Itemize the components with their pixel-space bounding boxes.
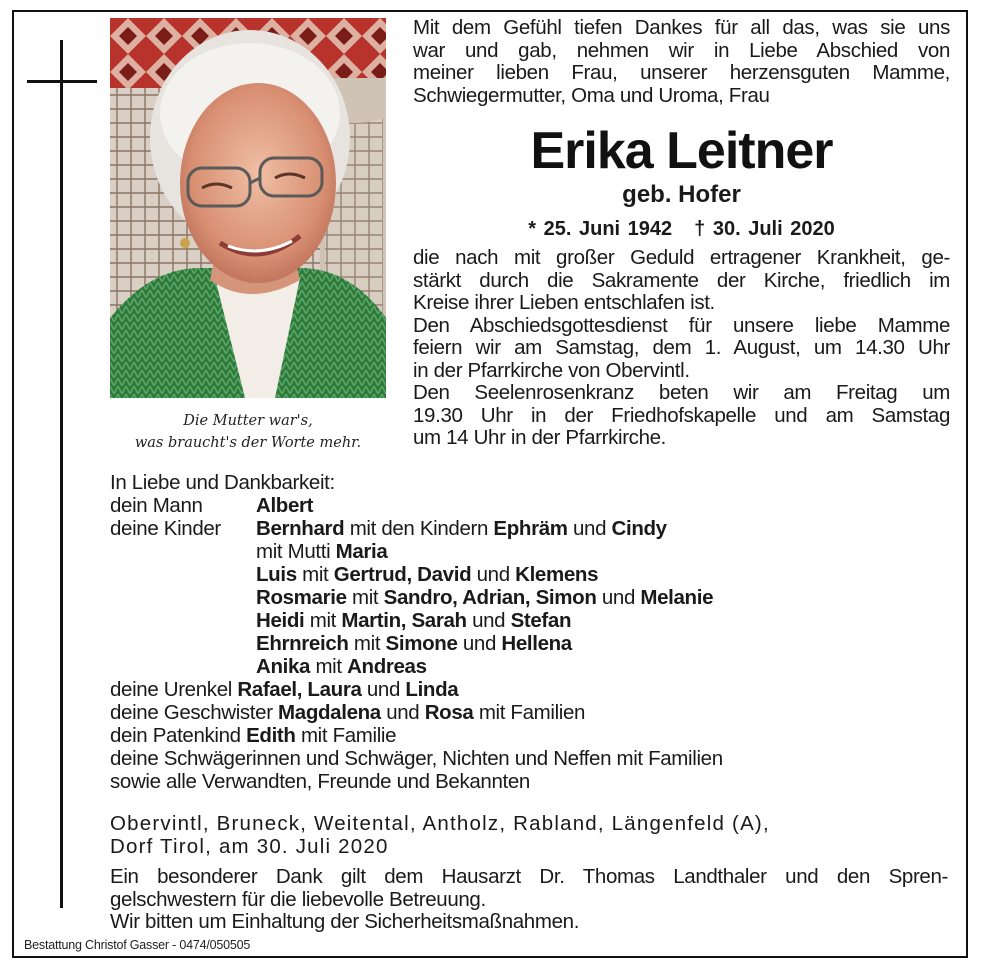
family-name: Ephräm (493, 517, 568, 540)
family-text: mit (315, 655, 342, 678)
main-line: die nach mit großer Geduld ertragener Krankheit, ge- (413, 246, 950, 269)
main-line: stärkt durch die Sakramente der Kirche, friedlich im (413, 268, 950, 292)
family-row (110, 679, 950, 702)
death-date: † 30. Juli 2020 (694, 218, 835, 240)
intro-text (413, 17, 950, 107)
intro-line: Schwiegermutter, Oma und Uroma, Frau (413, 83, 770, 107)
main-line: feiern wir am Samstag, dem 1. August, um 14.30 Uhr (413, 336, 950, 359)
family-text: mit Familien (478, 701, 586, 724)
family-text: und (386, 701, 420, 724)
family-row (110, 725, 950, 748)
family-name: Stefan (510, 609, 572, 632)
family-row (110, 495, 950, 518)
family-name: Melanie (640, 586, 714, 609)
family-row (110, 541, 950, 564)
caption-line: Die Mutter war's, (183, 413, 313, 429)
family-name: Martin, Sarah (341, 609, 467, 632)
family-row (110, 587, 950, 610)
family-name: Andreas (347, 655, 427, 678)
family-text: und (601, 586, 636, 609)
main-line: in der Pfarrkirche von Obervintl. (413, 358, 690, 382)
family-list (110, 472, 950, 794)
photo-caption (110, 410, 386, 454)
family-label: deine Geschwister (110, 701, 273, 724)
thanks-text (110, 866, 948, 934)
family-row (110, 633, 950, 656)
family-text: mit Mutti (256, 540, 331, 563)
main-line: um 14 Uhr in der Pfarrkirche. (413, 426, 667, 449)
thanks-line: Wir bitten um Einhaltung der Sicherheitsmaßnahmen. (110, 910, 580, 933)
family-name: Simone (385, 632, 458, 655)
family-name: Anika (256, 655, 311, 678)
cross-icon (60, 40, 63, 908)
family-row: deine Schwägerinnen und Schwäger, Nichten und Neffen mit Familien (110, 747, 723, 770)
intro-line: war und gab, nehmen wir in Liebe Abschied von (413, 38, 950, 62)
family-text: und (573, 517, 607, 540)
main-line: 19.30 Uhr in der Friedhofskapelle und am Samstag (413, 403, 950, 427)
caption-line: was braucht's der Worte mehr. (134, 435, 362, 451)
family-name: Klemens (515, 563, 599, 586)
family-name: Heidi (256, 609, 305, 632)
family-label: deine Kinder (110, 517, 221, 540)
family-text: mit (302, 563, 329, 586)
family-name: Rafael, Laura (237, 678, 362, 701)
family-text: mit (353, 632, 381, 655)
cross-icon-bar (27, 80, 97, 83)
main-text (413, 247, 950, 450)
family-label: dein Mann (110, 494, 203, 517)
intro-line: meiner lieben Frau, unserer herzensguten Mamme, (413, 61, 950, 84)
family-text: mit (309, 609, 337, 632)
family-name: Magdalena (278, 701, 381, 724)
family-label: deine Urenkel (110, 678, 232, 701)
main-line: Kreise ihrer Lieben entschlafen ist. (413, 291, 715, 314)
family-name: Hellena (501, 632, 572, 655)
family-row (110, 564, 950, 587)
intro-line: Mit dem Gefühl tiefen Dankes für all das, was sie uns (413, 16, 950, 39)
family-name: Rosa (424, 701, 474, 724)
family-name: Rosmarie (256, 586, 347, 609)
birth-date: * 25. Juni 1942 (528, 218, 673, 240)
family-text: mit (352, 586, 379, 609)
places-and-date (110, 812, 900, 858)
places-line: Dorf Tirol, am 30. Juli 2020 (110, 835, 389, 858)
maiden-name: geb. Hofer (622, 181, 741, 208)
family-row (110, 518, 950, 541)
family-heading: In Liebe und Dankbarkeit: (110, 471, 335, 494)
family-row (110, 610, 950, 633)
family-text: und (366, 678, 401, 701)
family-name: Gertrud, David (333, 563, 472, 586)
family-label: dein Patenkind (110, 724, 241, 747)
family-name: Maria (335, 540, 388, 563)
family-name: Cindy (611, 517, 667, 540)
family-text: mit den Kindern (349, 517, 489, 540)
funeral-home-footer: Bestattung Christof Gasser - 0474/050505 (24, 938, 251, 952)
family-name: Luis (256, 563, 297, 586)
family-name: Ehrnreich (256, 632, 349, 655)
family-text: und (462, 632, 497, 655)
family-name: Linda (405, 678, 459, 701)
family-name: Sandro, Adrian, Simon (383, 586, 597, 609)
family-row (110, 702, 950, 725)
places-line: Obervintl, Bruneck, Weitental, Antholz, Rabland, Längenfeld (A), (110, 812, 770, 835)
deceased-name: Erika Leitner (530, 122, 833, 180)
main-line: Den Seelenrosenkranz beten wir am Freitag um (413, 381, 950, 404)
family-name: Albert (256, 494, 314, 517)
portrait-photo (110, 18, 386, 398)
family-name: Edith (246, 724, 296, 747)
family-row: sowie alle Verwandten, Freunde und Bekannten (110, 770, 530, 793)
family-text: und (472, 609, 506, 632)
family-text: mit Familie (300, 724, 397, 747)
thanks-line: gelschwestern für die liebevolle Betreuung. (110, 887, 486, 911)
family-text: und (476, 563, 510, 586)
life-dates (413, 216, 950, 242)
main-line: Den Abschiedsgottesdienst für unsere liebe Mamme (413, 313, 950, 337)
thanks-line: Ein besonderer Dank gilt dem Hausarzt Dr. Thomas Landthaler und den Spren- (110, 865, 948, 888)
family-name: Bernhard (256, 517, 345, 540)
family-row (110, 656, 950, 679)
